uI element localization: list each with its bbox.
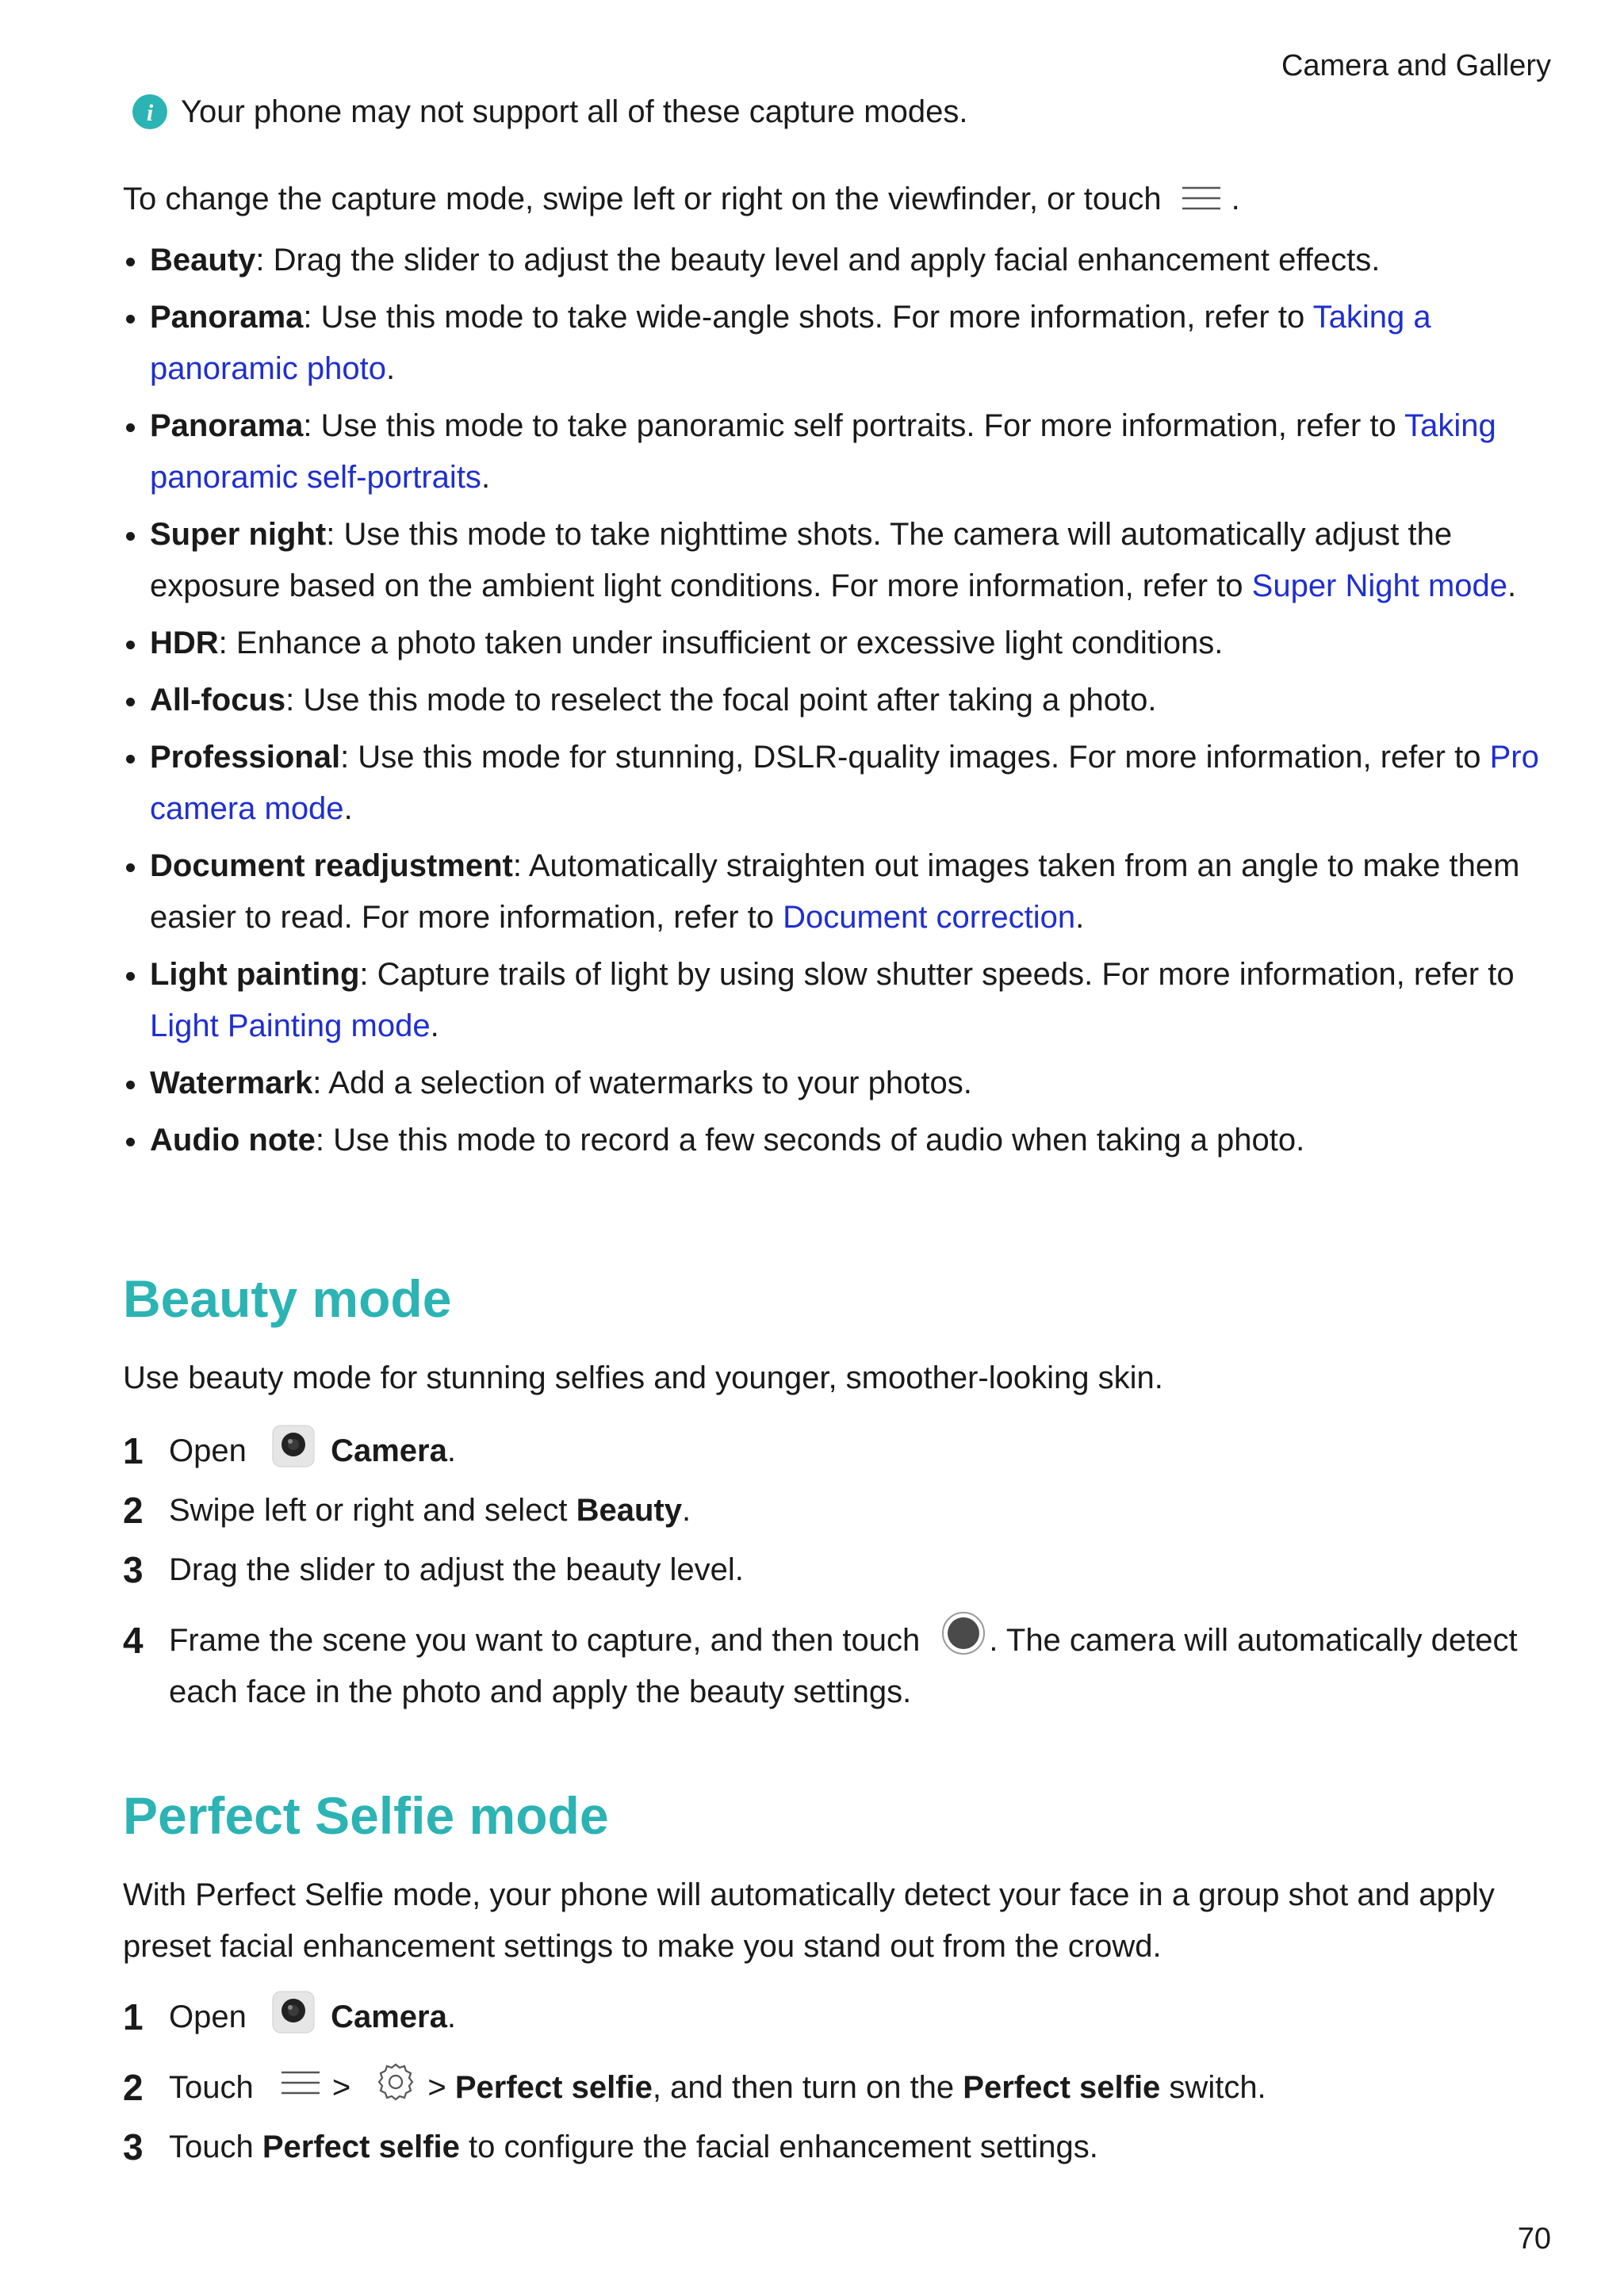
list-item	[123, 1058, 1542, 1109]
step-end: .	[681, 1493, 691, 1528]
mode-end: .	[1507, 568, 1517, 603]
mode-name: Audio note	[150, 1123, 316, 1158]
list-item	[123, 2122, 1542, 2173]
mode-link[interactable]: Pro camera mode	[150, 740, 1539, 826]
list-item	[123, 1485, 1542, 1536]
list-item	[123, 949, 1542, 1052]
list-item	[123, 1115, 1542, 1166]
mode-name: All-focus	[150, 683, 286, 718]
mode-link[interactable]: Super Night mode	[1251, 568, 1508, 603]
mode-end: .	[430, 1008, 439, 1043]
perfect-selfie-description: With Perfect Selfie mode, your phone will automatically detect your face in a group shot and apply preset facial enhancement settings to make you stand out from the crowd.	[123, 1877, 1495, 1964]
perfect-selfie-heading: Perfect Selfie mode	[123, 1786, 609, 1845]
step-number: 3	[123, 1549, 144, 1590]
beauty-steps	[123, 1425, 1542, 1718]
step-bold: Perfect selfie	[454, 2070, 653, 2105]
step-bold: Camera	[331, 1999, 447, 2034]
note	[132, 94, 967, 130]
mode-link[interactable]: Light Painting mode	[150, 1008, 431, 1043]
step-number: 3	[123, 2126, 144, 2168]
list-item	[123, 1992, 1542, 2043]
list-item	[123, 235, 1542, 286]
step-end: .	[446, 1999, 456, 2034]
step-text: Touch	[169, 2070, 254, 2105]
info-icon	[132, 94, 168, 130]
mode-name: Panorama	[150, 300, 304, 335]
step-bold: Beauty	[576, 1493, 682, 1528]
mode-desc: : Use this mode for stunning, DSLR-quality images. For more information, refer to	[340, 740, 1490, 775]
note-text: Your phone may not support all of these capture modes.	[181, 94, 968, 129]
mode-desc: : Capture trails of light by using slow shutter speeds. For more information, refer to	[359, 957, 1515, 992]
step-end: switch.	[1160, 2070, 1266, 2105]
mode-name: HDR	[150, 626, 219, 660]
step-bold: Camera	[331, 1433, 447, 1468]
list-item	[123, 292, 1542, 395]
perfect-selfie-steps	[123, 1992, 1542, 2173]
intro-paragraph	[123, 181, 1240, 217]
intro-end: .	[1231, 181, 1240, 216]
mode-name: Document readjustment	[150, 848, 513, 883]
step-text: Touch	[169, 2130, 262, 2164]
mode-desc: : Use this mode to take wide-angle shots. For more information, refer to	[303, 300, 1313, 335]
list-item	[123, 1615, 1542, 1718]
mode-link[interactable]: Document correction	[783, 900, 1076, 935]
mode-desc: : Add a selection of watermarks to your photos.	[312, 1066, 972, 1100]
mode-desc: : Use this mode to reselect the focal point after taking a photo.	[285, 683, 1157, 718]
step-text: Open	[169, 1999, 247, 2034]
menu-icon	[278, 2065, 323, 2102]
step-number: 2	[123, 2067, 144, 2108]
intro-text: To change the capture mode, swipe left or right on the viewfinder, or touch	[123, 181, 1162, 216]
step-bold: Perfect selfie	[262, 2130, 460, 2164]
shutter-icon	[941, 1611, 986, 1655]
mode-desc: : Drag the slider to adjust the beauty level and apply facial enhancement effects.	[255, 243, 1381, 277]
step-text-mid: , and then turn on the	[652, 2070, 963, 2105]
list-item	[123, 509, 1542, 612]
mode-desc: : Use this mode to record a few seconds of audio when taking a photo.	[315, 1123, 1305, 1158]
mode-desc: : Use this mode to take panoramic self portraits. For more information, refer to	[303, 408, 1405, 443]
chapter-header: Camera and Gallery	[1281, 49, 1551, 82]
mode-desc: : Enhance a photo taken under insufficient or excessive light conditions.	[218, 626, 1224, 660]
list-item	[123, 400, 1542, 503]
list-item	[123, 1425, 1542, 1477]
mode-end: .	[481, 460, 491, 495]
mode-name: Watermark	[150, 1066, 313, 1100]
settings-gear-icon	[373, 2060, 418, 2104]
mode-desc: : Automatically straighten out images taken from an angle to make them easier to read. For more information, refer to	[150, 848, 1520, 935]
list-item	[123, 2062, 1542, 2114]
mode-name: Super night	[150, 517, 327, 552]
beauty-description: Use beauty mode for stunning selfies and younger, smoother-looking skin.	[123, 1360, 1163, 1395]
step-end: to configure the facial enhancement settings.	[459, 2130, 1098, 2164]
step-text-cont: . The camera will automatically detect each face in the photo and apply the beauty settings.	[169, 1623, 1518, 1709]
page-number: 70	[1517, 2222, 1551, 2256]
mode-name: Panorama	[150, 408, 304, 443]
step-text: Swipe left or right and select	[169, 1493, 576, 1528]
mode-name: Beauty	[150, 243, 256, 277]
camera-app-icon	[271, 1990, 316, 2034]
mode-end: .	[343, 791, 353, 826]
list-item	[123, 1544, 1542, 1596]
step-number: 1	[123, 1996, 144, 2038]
step-bold: Perfect selfie	[963, 2070, 1161, 2105]
list-item	[123, 675, 1542, 726]
step-number: 4	[123, 1620, 144, 1661]
camera-app-icon	[271, 1424, 316, 1468]
mode-link[interactable]: Taking panoramic self-portraits	[150, 408, 1496, 495]
mode-end: .	[1075, 900, 1085, 935]
step-end: .	[446, 1433, 456, 1468]
mode-name: Professional	[150, 740, 341, 775]
list-item	[123, 732, 1542, 835]
svg-text:i: i	[146, 100, 154, 126]
step-number: 2	[123, 1490, 144, 1531]
step-separator: >	[331, 2070, 351, 2105]
beauty-mode-heading: Beauty mode	[123, 1269, 452, 1328]
mode-end: .	[385, 351, 396, 386]
step-separator: >	[427, 2070, 455, 2105]
capture-modes-list	[123, 235, 1542, 1172]
mode-desc: : Use this mode to take nighttime shots. The camera will automatically adjust the exposure based on the ambient light conditions. For more information, refer to	[150, 517, 1453, 603]
menu-icon	[1179, 181, 1224, 217]
step-text: Open	[169, 1433, 247, 1468]
list-item	[123, 840, 1542, 943]
mode-link[interactable]: Taking a panoramic photo	[150, 300, 1431, 386]
mode-name: Light painting	[150, 957, 360, 992]
step-text: Frame the scene you want to capture, and then touch	[169, 1623, 921, 1658]
list-item	[123, 618, 1542, 669]
step-number: 1	[123, 1430, 144, 1471]
step-text: Drag the slider to adjust the beauty level.	[169, 1552, 744, 1587]
